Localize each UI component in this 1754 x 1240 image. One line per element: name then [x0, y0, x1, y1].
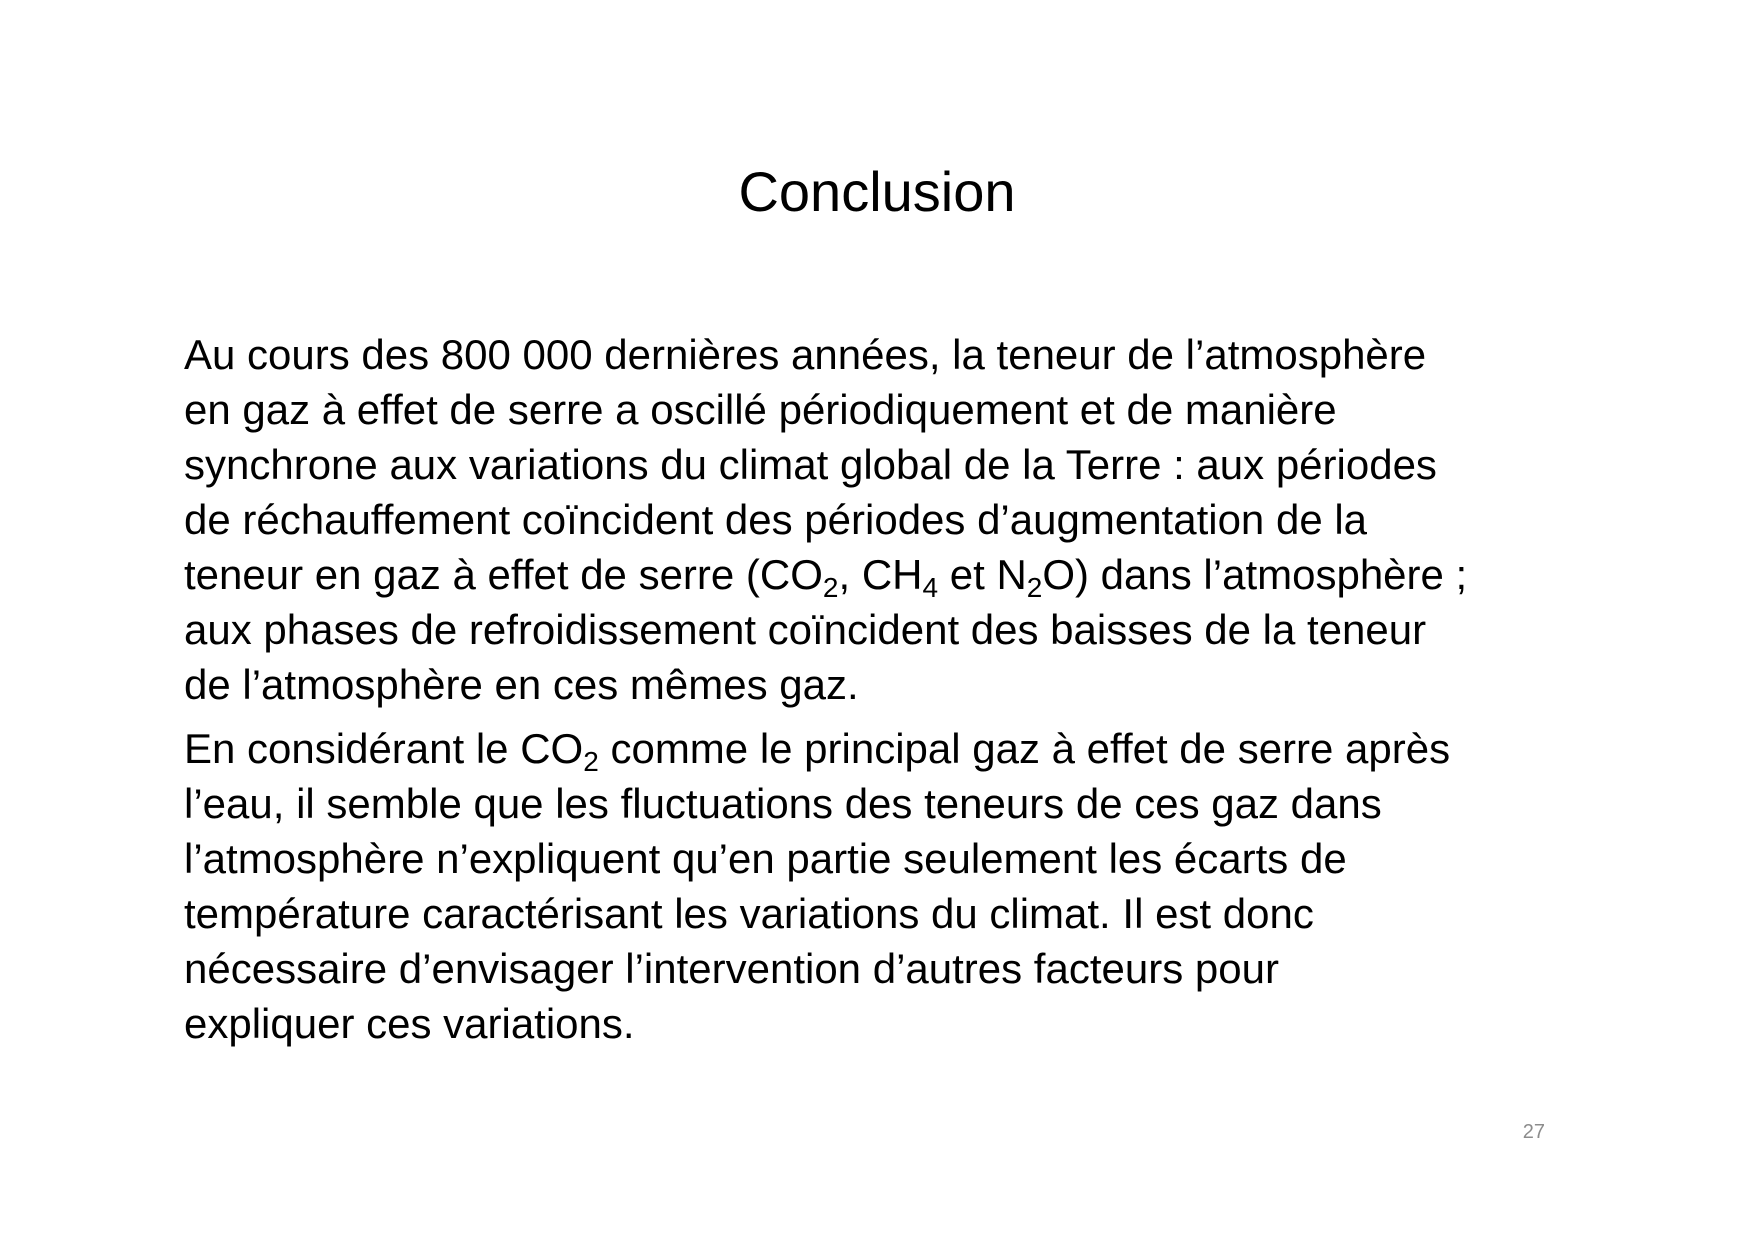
paragraph-2-line-6: expliquer ces variations. [184, 1000, 635, 1047]
slide-title: Conclusion [738, 160, 1016, 223]
paragraph-2-line-5: nécessaire d’envisager l’intervention d’autres facteurs pour [184, 945, 1279, 992]
text-segment: En considérant le CO [184, 725, 584, 772]
paragraph-1-line-5 [184, 547, 1584, 602]
paragraph-2-line-2: l’eau, il semble que les fluctuations des teneurs de ces gaz dans [184, 780, 1382, 827]
paragraph-1-line-1: Au cours des 800 000 dernières années, la teneur de l’atmosphère [184, 331, 1427, 378]
page-number: 27 [1522, 1121, 1545, 1143]
paragraph-1-line-2: en gaz à effet de serre a oscillé périodiquement et de manière [184, 386, 1337, 433]
text-segment: , CH [838, 551, 923, 598]
subscript: 4 [922, 572, 939, 603]
text-segment: teneur en gaz à effet de serre (CO [184, 551, 823, 598]
subscript: 2 [822, 572, 839, 603]
text-segment: et N [938, 551, 1027, 598]
paragraph-2-line-3: l’atmosphère n’expliquent qu’en partie seulement les écarts de [184, 835, 1347, 882]
paragraph-1-line-7: de l’atmosphère en ces mêmes gaz. [184, 661, 859, 708]
paragraph-1 [184, 327, 1584, 712]
paragraph-1-line-4: de réchauffement coïncident des périodes d’augmentation de la [184, 496, 1368, 543]
paragraph-2-line-4: température caractérisant les variations du climat. Il est donc [184, 890, 1314, 937]
text-segment: comme le principal gaz à effet de serre après [598, 725, 1451, 772]
subscript: 2 [583, 746, 599, 777]
subscript: 2 [1026, 572, 1043, 603]
paragraph-2-line-1 [184, 721, 1584, 776]
paragraph-1-line-3: synchrone aux variations du climat global de la Terre : aux périodes [184, 441, 1437, 488]
text-segment: O) dans l’atmosphère ; [1042, 551, 1468, 598]
paragraph-2 [184, 721, 1584, 1051]
paragraph-1-line-6: aux phases de refroidissement coïncident des baisses de la teneur [184, 606, 1427, 653]
